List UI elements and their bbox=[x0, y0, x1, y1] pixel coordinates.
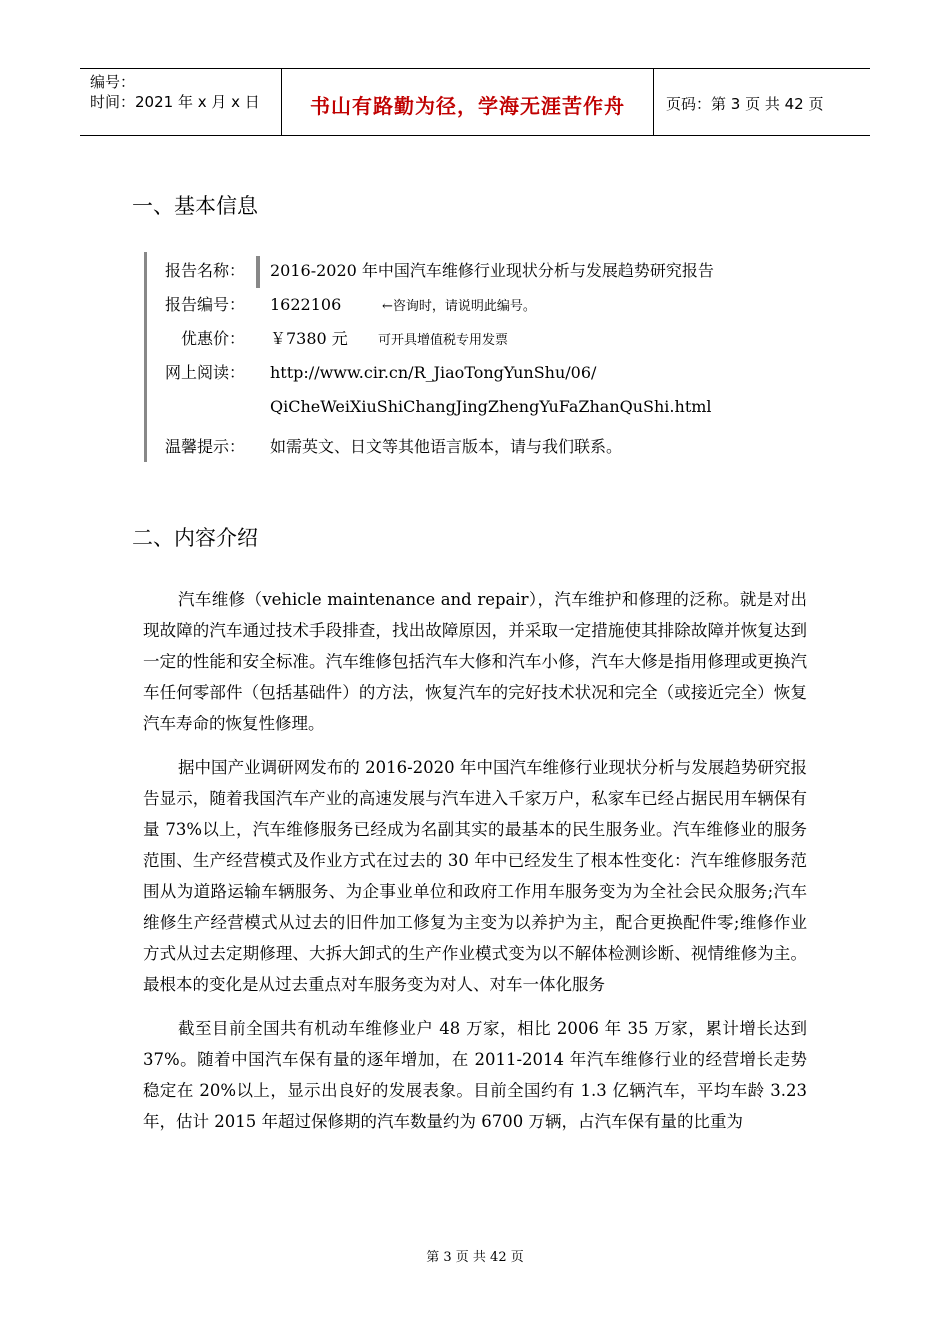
page-footer: 第 3 页 共 42 页 bbox=[426, 1250, 524, 1265]
content-body bbox=[143, 584, 807, 1150]
info-value: 1622106 bbox=[270, 295, 342, 314]
paragraph: 据中国产业调研网发布的 2016-2020 年中国汽车维修行业现状分析与发展趋势研究报告显示，随着我国汽车产业的高速发展与汽车进入千家万户，私家车已经占据民用车辆保有量 73%以上，汽车维修服务已经成为名副其实的最基本的民生服务业。汽车维修业的服务范围、生产经营模式及作业方式在过去的 30 年中已经发生了根本性变化：汽车维修服务范围从为道路运输车辆服务、为企事业单位和政府工作用车服务变为为全社会民众服务;汽车维修生产经营模式从过去的旧件加工修复为主变为以养护为主，配合更换配件零;维修作业方式从过去定期修理、大拆大卸式的生产作业模式变为以不解体检测诊断、视情维修为主。最根本的变化是从过去重点对车服务变为对人、对车一体化服务 bbox=[143, 758, 807, 994]
info-link[interactable]: QiCheWeiXiuShiChangJingZhengYuFaZhanQuShi.html bbox=[270, 397, 712, 416]
info-value: ￥7380 元 bbox=[270, 329, 348, 348]
info-label: 报告编号： bbox=[165, 295, 246, 314]
info-value: 2016-2020 年中国汽车维修行业现状分析与发展趋势研究报告 bbox=[270, 261, 714, 280]
info-row-report-name bbox=[165, 258, 714, 281]
info-link[interactable]: http://www.cir.cn/R_JiaoTongYunShu/06/ bbox=[270, 363, 597, 382]
info-left-bar bbox=[144, 252, 147, 462]
header-motto: 书山有路勤为径，学海无涯苦作舟 bbox=[282, 69, 654, 135]
header-meta bbox=[80, 69, 282, 135]
info-row-price bbox=[165, 326, 508, 349]
info-row-tip bbox=[165, 434, 622, 457]
info-label: 网上阅读： bbox=[165, 363, 246, 382]
info-note: ←咨询时，请说明此编号。 bbox=[382, 299, 536, 314]
info-label: 温馨提示： bbox=[165, 437, 246, 456]
info-value: 如需英文、日文等其他语言版本，请与我们联系。 bbox=[270, 437, 623, 456]
section-title-basic-info: 一、基本信息 bbox=[132, 194, 258, 218]
info-row-online bbox=[165, 360, 596, 383]
header-date: 时间：2021 年 x 月 x 日 bbox=[90, 93, 260, 111]
info-label: 优惠价： bbox=[181, 329, 246, 348]
section-title-content: 二、内容介绍 bbox=[132, 526, 258, 550]
header-page-info: 页码：第 3 页 共 42 页 bbox=[666, 94, 824, 113]
info-row-online-cont bbox=[165, 397, 712, 416]
paragraph: 截至目前全国共有机动车维修业户 48 万家，相比 2006 年 35 万家，累计增长达到 37%。随着中国汽车保有量的逐年增加，在 2011-2014 年汽车维修行业的经营增长走势稳定在 20%以上，显示出良好的发展表象。目前全国约有 1.3 亿辆汽车，平均车龄 3.23 年，估计 2015 年超过保修期的汽车数量约为 6700 万辆，占汽车保有量的比重为 bbox=[143, 1019, 807, 1131]
paragraph: 汽车维修（vehicle maintenance and repair），汽车维护和修理的泛称。就是对出现故障的汽车通过技术手段排查，找出故障原因，并采取一定措施使其排除故障并恢复达到一定的性能和安全标准。汽车维修包括汽车大修和汽车小修，汽车大修是指用修理或更换汽车任何零部件（包括基础件）的方法，恢复汽车的完好技术状况和完全（或接近完全）恢复汽车寿命的恢复性修理。 bbox=[143, 590, 807, 733]
header-number: 编号： bbox=[90, 73, 136, 91]
info-row-report-id bbox=[165, 292, 536, 315]
info-label: 报告名称： bbox=[165, 261, 246, 280]
page-header bbox=[80, 68, 870, 136]
info-note: 可开具增值税专用发票 bbox=[378, 333, 509, 348]
